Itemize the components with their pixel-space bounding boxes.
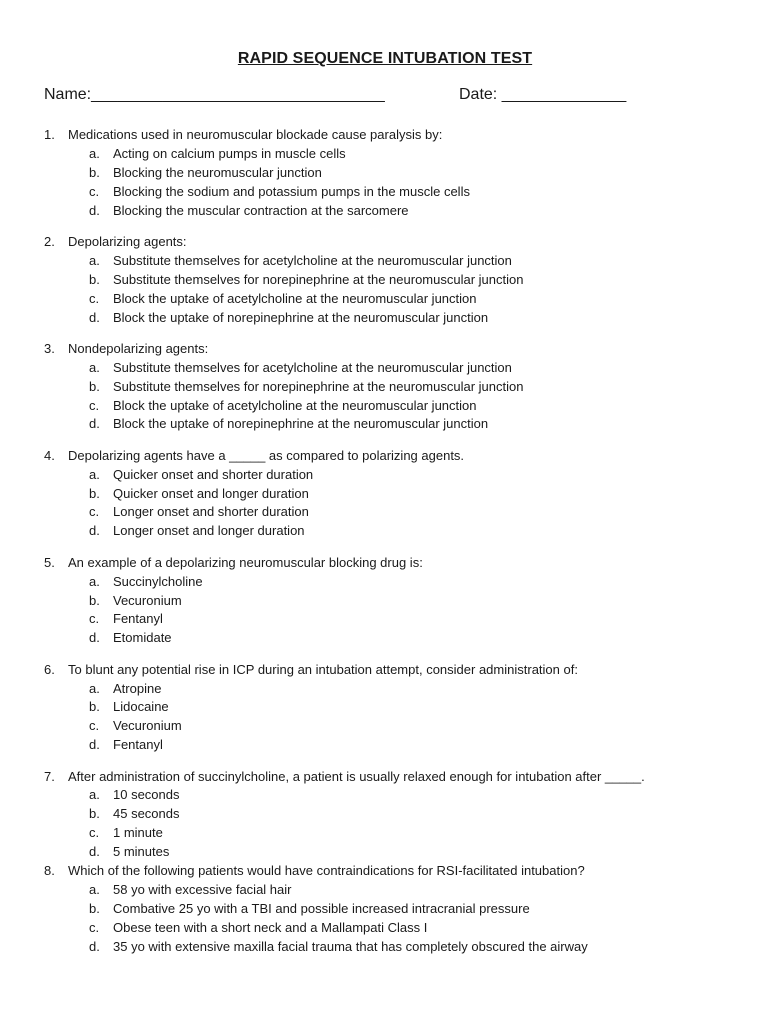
option-letter: c. [89, 718, 100, 734]
option-text: Fentanyl [113, 737, 163, 753]
option-text: Succinylcholine [113, 573, 203, 589]
option-c [44, 717, 744, 736]
question-text: Depolarizing agents: [68, 233, 187, 249]
question-list [44, 126, 744, 957]
option-letter: c. [89, 290, 100, 306]
option-text: Block the uptake of acetylcholine at the neuromuscular junction [113, 397, 477, 413]
option-c [44, 503, 744, 522]
option-text: Substitute themselves for norepinephrine at the neuromuscular junction [113, 271, 524, 287]
option-text: Etomidate [113, 630, 172, 646]
question-8 [44, 862, 744, 957]
option-d [44, 843, 744, 862]
option-text: Lidocaine [113, 699, 169, 715]
option-letter: a. [89, 787, 100, 803]
option-letter: a. [89, 359, 100, 375]
option-letter: b. [89, 592, 100, 608]
question-number: 1. [44, 127, 55, 142]
option-letter: d. [89, 309, 100, 325]
option-a [44, 786, 744, 805]
question-3 [44, 340, 744, 435]
option-b [44, 698, 744, 717]
option-letter: b. [89, 806, 100, 822]
question-number: 8. [44, 863, 55, 879]
option-d [44, 736, 744, 755]
question-5 [44, 554, 744, 649]
option-letter: b. [89, 900, 100, 916]
option-letter: a. [89, 466, 100, 482]
option-letter: b. [89, 271, 100, 287]
option-text: Longer onset and shorter duration [113, 504, 309, 520]
option-letter: c. [89, 183, 100, 199]
option-letter: b. [89, 699, 100, 715]
option-b [44, 271, 744, 290]
question-number: 7. [44, 768, 55, 784]
option-b [44, 592, 744, 611]
option-text: Substitute themselves for acetylcholine at the neuromuscular junction [113, 252, 512, 268]
option-a [44, 252, 744, 271]
option-b [44, 164, 744, 183]
option-letter: d. [89, 737, 100, 753]
question-number: 4. [44, 447, 55, 463]
option-d [44, 202, 744, 221]
question-text: Which of the following patients would have contraindications for RSI-facilitated intubation? [68, 863, 585, 879]
option-text: Vecuronium [113, 592, 182, 608]
option-letter: b. [89, 485, 100, 501]
option-a [44, 881, 744, 900]
option-a [44, 145, 744, 164]
question-4 [44, 447, 744, 542]
question-1 [44, 126, 744, 221]
question-number: 2. [44, 233, 55, 249]
option-text: Blocking the muscular contraction at the sarcomere [113, 202, 409, 218]
option-text: 45 seconds [113, 806, 180, 822]
option-text: Block the uptake of norepinephrine at the neuromuscular junction [113, 416, 489, 432]
option-text: Vecuronium [113, 718, 182, 734]
option-letter: d. [89, 416, 100, 432]
question-number: 6. [44, 661, 55, 677]
option-text: 10 seconds [113, 787, 180, 803]
option-text: 1 minute [113, 825, 163, 841]
question-text: An example of a depolarizing neuromuscular blocking drug is: [68, 554, 423, 570]
option-text: Blocking the sodium and potassium pumps in the muscle cells [113, 183, 470, 199]
option-letter: a. [89, 145, 100, 161]
option-d [44, 629, 744, 648]
option-text: Quicker onset and longer duration [113, 485, 309, 501]
option-text: Longer onset and longer duration [113, 523, 305, 539]
option-text: Blocking the neuromuscular junction [113, 164, 322, 180]
question-text: Depolarizing agents have a _____ as compared to polarizing agents. [68, 447, 465, 463]
option-d [44, 309, 744, 328]
option-text: Combative 25 yo with a TBI and possible increased intracranial pressure [113, 900, 530, 916]
question-number: 5. [44, 554, 55, 570]
question-text: Medications used in neuromuscular blockade cause paralysis by: [68, 127, 443, 142]
option-text: Atropine [113, 680, 162, 696]
option-text: Fentanyl [113, 611, 163, 627]
page-title: RAPID SEQUENCE INTUBATION TEST [237, 50, 533, 67]
option-letter: b. [89, 378, 100, 394]
question-2 [44, 233, 744, 328]
option-letter: a. [89, 881, 100, 897]
option-letter: d. [89, 630, 100, 646]
option-c [44, 610, 744, 629]
option-text: Substitute themselves for acetylcholine at the neuromuscular junction [113, 359, 512, 375]
option-a [44, 573, 744, 592]
option-b [44, 805, 744, 824]
option-letter: a. [89, 573, 100, 589]
option-text: Acting on calcium pumps in muscle cells [113, 145, 346, 161]
question-text: After administration of succinylcholine, a patient is usually relaxed enough for intubation after _____. [68, 768, 645, 784]
option-letter: d. [89, 202, 100, 218]
option-letter: b. [89, 164, 100, 180]
question-number: 3. [44, 340, 55, 356]
option-letter: d. [89, 844, 100, 860]
option-text: Quicker onset and shorter duration [113, 466, 314, 482]
option-text: Block the uptake of norepinephrine at the neuromuscular junction [113, 309, 489, 325]
option-d [44, 415, 744, 434]
option-letter: c. [89, 919, 100, 935]
option-d [44, 522, 744, 541]
option-c [44, 919, 744, 938]
question-text: To blunt any potential rise in ICP during an intubation attempt, consider administration of: [68, 661, 578, 677]
option-b [44, 900, 744, 919]
option-letter: d. [89, 523, 100, 539]
option-text: 5 minutes [113, 844, 170, 860]
option-letter: c. [89, 504, 100, 520]
option-a [44, 680, 744, 699]
option-b [44, 485, 744, 504]
option-a [44, 466, 744, 485]
option-c [44, 183, 744, 202]
option-letter: c. [89, 397, 100, 413]
question-7 [44, 768, 744, 863]
option-d [44, 938, 744, 957]
option-text: Substitute themselves for norepinephrine at the neuromuscular junction [113, 378, 524, 394]
option-c [44, 397, 744, 416]
option-letter: a. [89, 252, 100, 268]
question-6 [44, 661, 744, 756]
option-a [44, 359, 744, 378]
option-letter: c. [89, 611, 100, 627]
option-letter: a. [89, 680, 100, 696]
option-c [44, 290, 744, 309]
option-letter: d. [89, 938, 100, 954]
option-text: Obese teen with a short neck and a Mallampati Class I [113, 919, 428, 935]
option-c [44, 824, 744, 843]
name-field: Name:_________________________________ [44, 86, 385, 103]
date-field: Date: ______________ [459, 86, 627, 103]
option-b [44, 378, 744, 397]
question-text: Nondepolarizing agents: [68, 340, 209, 356]
option-text: Block the uptake of acetylcholine at the neuromuscular junction [113, 290, 477, 306]
option-text: 58 yo with excessive facial hair [113, 881, 292, 897]
option-text: 35 yo with extensive maxilla facial trauma that has completely obscured the airway [113, 938, 588, 954]
option-letter: c. [89, 825, 100, 841]
